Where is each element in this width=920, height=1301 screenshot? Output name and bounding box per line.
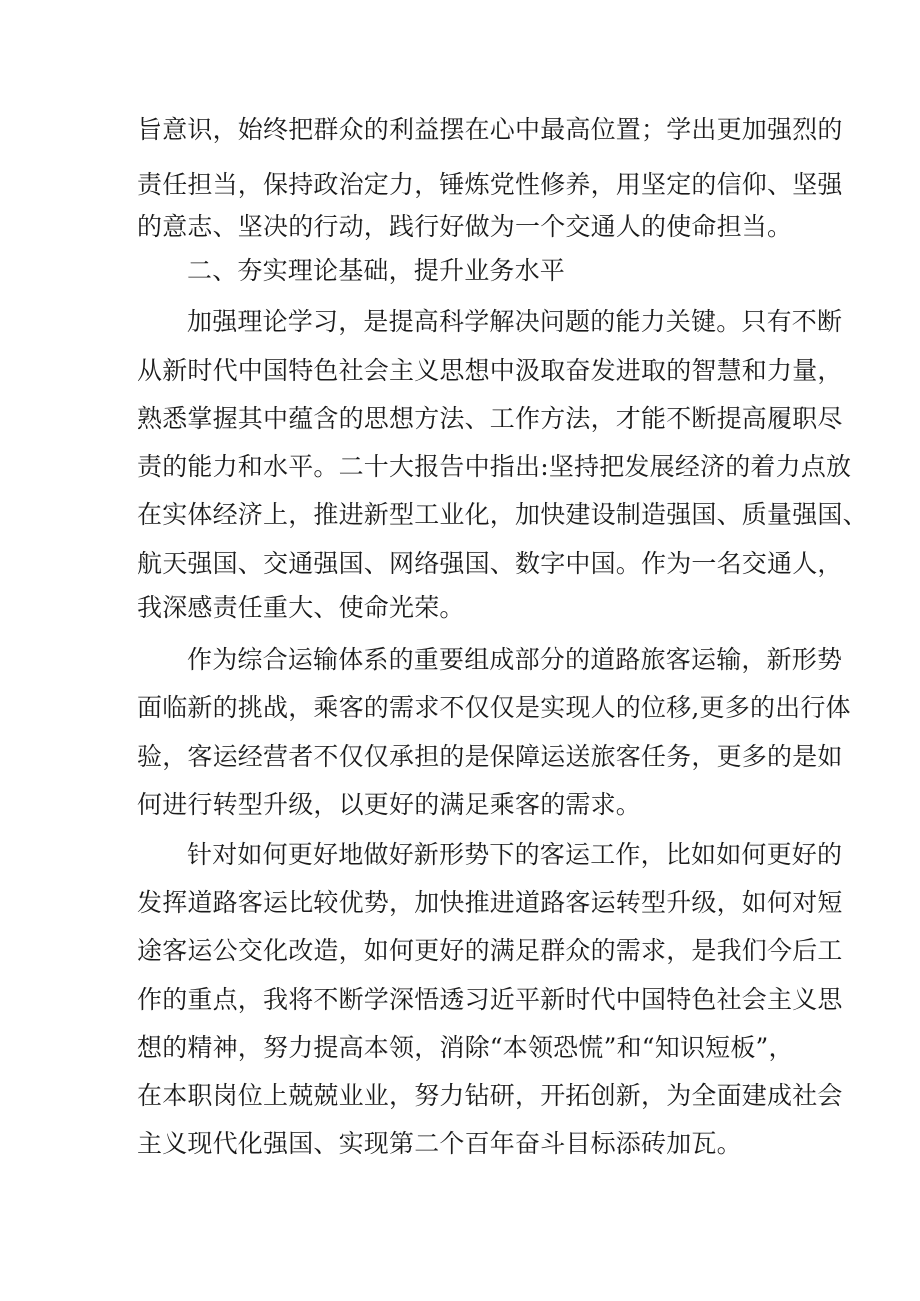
text-line: 在本职岗位上兢兢业业，努力钻研，开拓创新，为全面建成社会	[137, 1081, 843, 1110]
text-line: 面临新的挑战，乘客的需求不仅仅是实现人的位移,更多的出行体	[137, 693, 851, 722]
text-line: 旨意识，始终把群众的利益摆在心中最高位置；学出更加强烈的	[137, 115, 843, 144]
text-line: 责任担当，保持政治定力，锤炼党性修养，用坚定的信仰、坚强	[137, 170, 843, 199]
text-line: 我深感责任重大、使命光荣。	[137, 593, 465, 622]
text-line: 想的精神，努力提高本领，消除“本领恐慌”和“知识短板”，	[137, 1033, 794, 1062]
text-line: 何进行转型升级，以更好的满足乘客的需求。	[137, 790, 642, 819]
text-line: 责的能力和水平。二十大报告中指出:坚持把发展经济的着力点放	[137, 452, 852, 481]
text-line: 验，客运经营者不仅仅承担的是保障运送旅客任务，更多的是如	[137, 742, 843, 771]
text-line: 发挥道路客运比较优势，加快推进道路客运转型升级，如何对短	[137, 888, 843, 917]
text-line: 熟悉掌握其中蕴含的思想方法、工作方法，才能不断提高履职尽	[137, 404, 843, 433]
text-line: 作的重点，我将不断学深悟透习近平新时代中国特色社会主义思	[137, 985, 843, 1014]
section-heading: 二、夯实理论基础，提升业务水平	[187, 256, 566, 285]
text-line: 在实体经济上，推进新型工业化，加快建设制造强国、质量强国、	[137, 500, 868, 529]
text-line: 途客运公交化改造，如何更好的满足群众的需求，是我们今后工	[137, 936, 843, 965]
text-line: 针对如何更好地做好新形势下的客运工作，比如如何更好的	[187, 840, 843, 869]
text-line: 航天强国、交通强国、网络强国、数字中国。作为一名交通人，	[137, 549, 843, 578]
text-line: 作为综合运输体系的重要组成部分的道路旅客运输，新形势	[187, 645, 843, 674]
text-line: 主义现代化强国、实现第二个百年奋斗目标添砖加瓦。	[137, 1129, 742, 1158]
text-line: 从新时代中国特色社会主义思想中汲取奋发进取的智慧和力量，	[137, 356, 843, 385]
text-line: 加强理论学习，是提高科学解决问题的能力关键。只有不断	[187, 307, 843, 336]
text-line: 的意志、坚决的行动，践行好做为一个交通人的使命担当。	[137, 212, 793, 241]
